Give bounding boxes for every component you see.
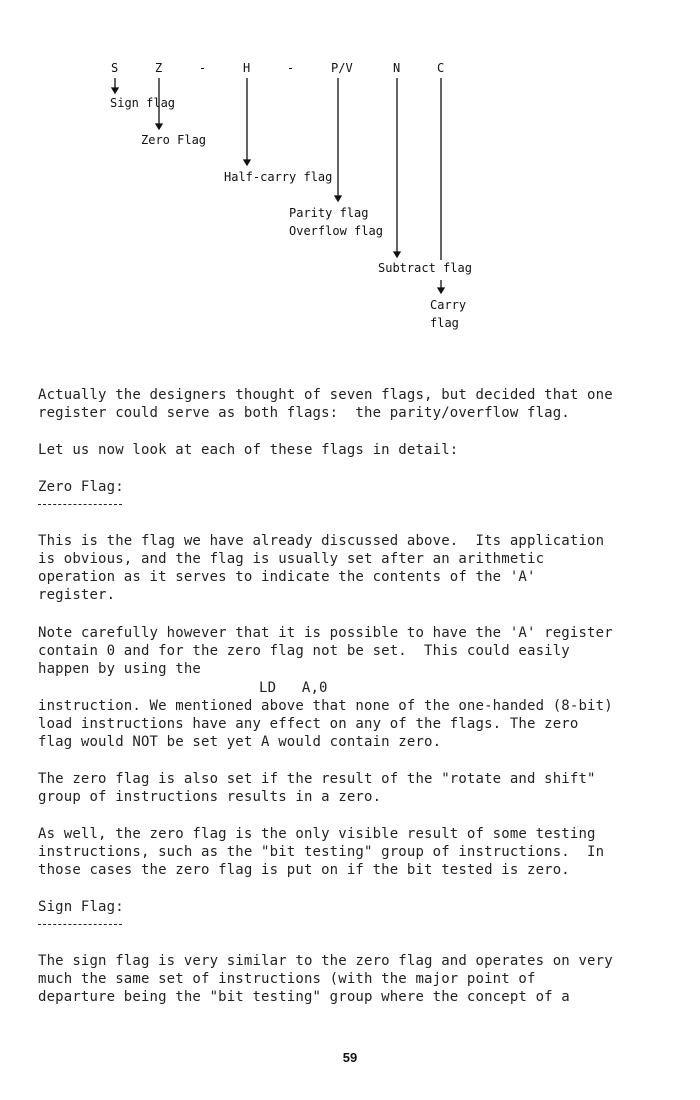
intro-line-1: Actually the designers thought of seven flags, but decided that one (38, 387, 613, 403)
zero-p2-code: LD A,0 (259, 680, 328, 696)
bit-unused-1: - (199, 61, 207, 75)
zero-p2-line-2: contain 0 and for the zero flag not be set. This could easily (38, 643, 570, 659)
zero-p1-line-1: This is the flag we have already discussed above. Its application (38, 533, 605, 549)
bit-c: C (437, 61, 445, 75)
bit-s: S (111, 61, 119, 75)
zero-p2-line-1: Note carefully however that it is possible to have the 'A' register (38, 625, 613, 641)
sign-p1-line-2: much the same set of instructions (with the major point of (38, 971, 536, 987)
zero-p2-line-4: instruction. We mentioned above that none of the one-handed (8-bit) (38, 698, 613, 714)
carry-flag-label-2: flag (430, 316, 459, 330)
bit-unused-2: - (287, 61, 295, 75)
zero-p4-line-3: those cases the zero flag is put on if the bit tested is zero. (38, 862, 570, 878)
zero-p2-line-6: flag would NOT be set yet A would contain zero. (38, 734, 442, 750)
bit-pv: P/V (331, 61, 353, 75)
subtract-arrow-head (394, 252, 400, 257)
sign-flag-label: Sign flag (110, 96, 176, 110)
zero-p1-line-3: operation as it serves to indicate the contents of the 'A' (38, 569, 536, 585)
intro-line-2: register could serve as both flags: the parity/overflow flag. (38, 405, 570, 421)
sign-flag-heading-underline (38, 924, 122, 925)
parity-flag-label: Parity flag (289, 206, 369, 220)
zero-arrow-head (156, 124, 162, 129)
sign-p1-line-1: The sign flag is very similar to the zero flag and operates on very (38, 953, 613, 969)
sign-arrow-head (112, 88, 118, 93)
zero-flag-label: Zero Flag (141, 133, 207, 147)
subtract-flag-label: Subtract flag (378, 261, 472, 275)
sign-p1-line-3: departure being the "bit testing" group where the concept of a (38, 989, 570, 1005)
carry-flag-label-1: Carry (430, 298, 467, 312)
zero-p2-line-5: load instructions have any effect on any of the flags. The zero (38, 716, 579, 732)
look-at-line: Let us now look at each of these flags in detail: (38, 442, 459, 458)
zero-p1-line-2: is obvious, and the flag is usually set after an arithmetic (38, 551, 545, 567)
carry-arrow-head (438, 288, 444, 293)
zero-flag-heading-underline (38, 504, 122, 505)
bit-h: H (243, 61, 251, 75)
zero-p1-line-4: register. (38, 587, 116, 603)
zero-p2-line-3: happen by using the (38, 661, 201, 677)
page-number: 59 (342, 1050, 358, 1065)
zero-flag-heading: Zero Flag: (38, 479, 124, 495)
sign-flag-heading: Sign Flag: (38, 899, 124, 915)
bit-n: N (393, 61, 401, 75)
zero-p3-line-2: group of instructions results in a zero. (38, 789, 382, 805)
zero-p3-line-1: The zero flag is also set if the result of the "rotate and shift" (38, 771, 596, 787)
bit-z: Z (155, 61, 163, 75)
zero-p4-line-2: instructions, such as the "bit testing" group of instructions. In (38, 844, 605, 860)
flag-register-diagram (0, 0, 700, 345)
half-carry-flag-label: Half-carry flag (224, 170, 333, 184)
zero-p4-line-1: As well, the zero flag is the only visible result of some testing (38, 826, 596, 842)
overflow-flag-label: Overflow flag (289, 224, 383, 238)
parity-arrow-head (335, 196, 341, 201)
half-carry-arrow-head (244, 160, 250, 165)
